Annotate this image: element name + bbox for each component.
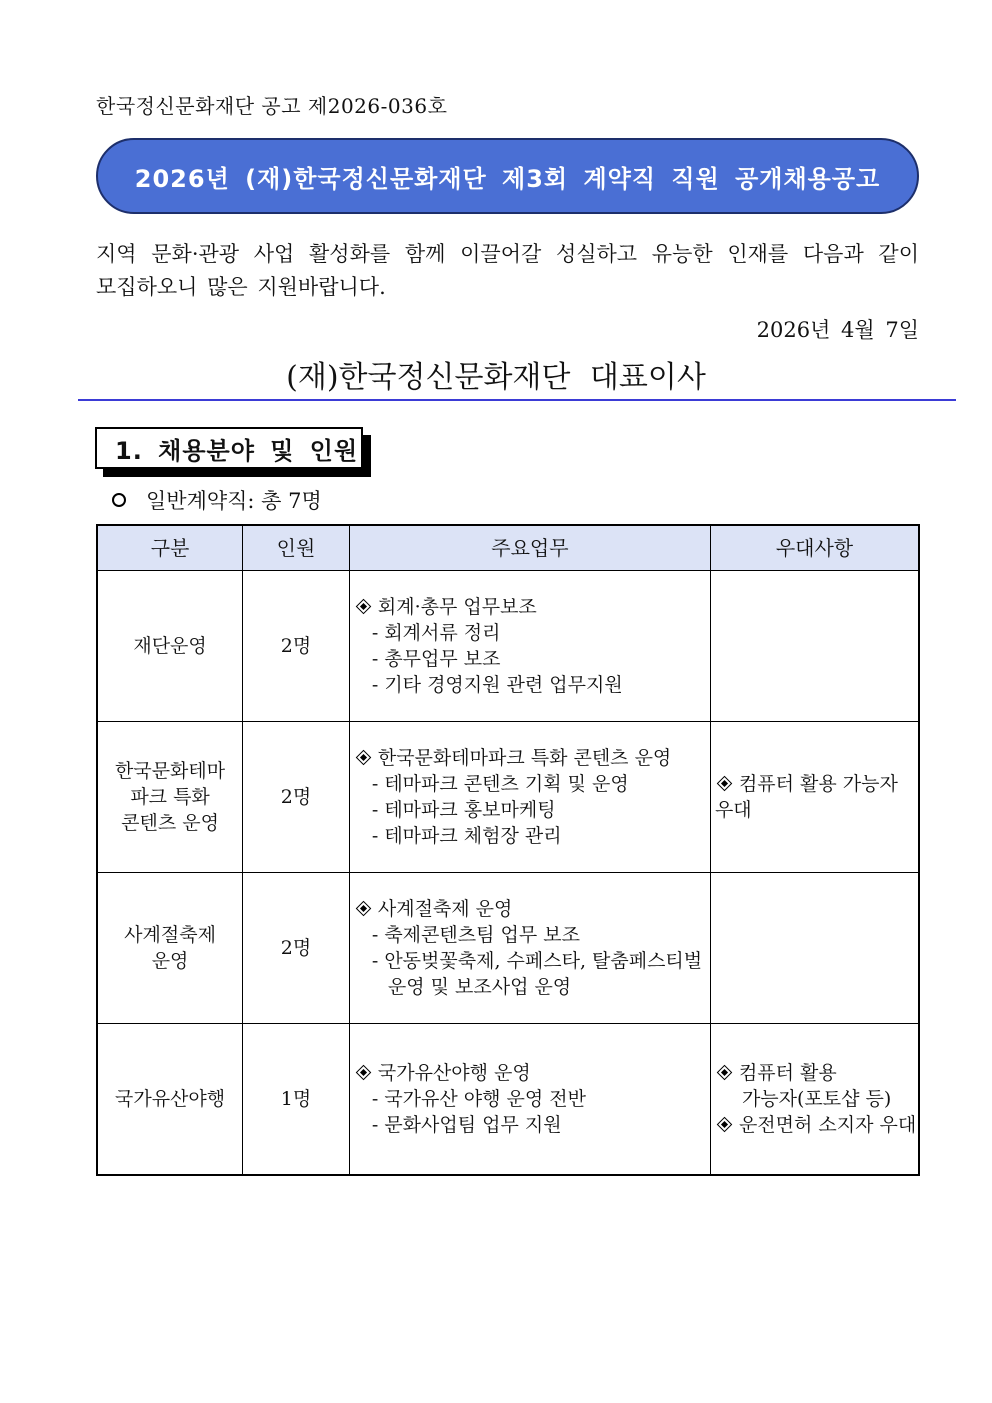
preference-item: 운전면허 소지자 우대 <box>738 1113 917 1136</box>
diamond-bullet-icon <box>356 599 372 615</box>
circle-bullet-icon <box>112 493 126 507</box>
duty-main: 국가유산야행 운영 <box>377 1061 531 1084</box>
column-header: 인원 <box>243 525 350 571</box>
table-row <box>97 571 919 722</box>
duty-sub: - 회계서류 정리 <box>371 622 501 644</box>
duty-sub-continuation: 운영 및 보조사업 운영 <box>387 976 572 998</box>
diamond-bullet-icon <box>356 1064 372 1080</box>
division-line: 콘텐츠 운영 <box>121 812 219 834</box>
announcement-date: 2026년 4월 7일 <box>756 318 919 342</box>
page-title: 2026년 (재)한국정신문화재단 제3회 계약직 직원 공개채용공고 <box>134 164 881 193</box>
diamond-bullet-icon <box>356 901 372 917</box>
duty-sub: - 테마파크 콘텐츠 기획 및 운영 <box>371 773 629 795</box>
section-1-subtitle-text: 일반계약직: 총 7명 <box>146 489 322 513</box>
duty-sub: - 문화사업팀 업무 지원 <box>371 1113 562 1136</box>
preference-cell <box>710 873 919 1024</box>
division-cell <box>97 722 243 873</box>
column-header: 주요업무 <box>349 525 710 571</box>
column-header: 구분 <box>97 525 243 571</box>
intro-paragraph <box>96 238 919 304</box>
duty-cell <box>349 722 710 873</box>
division-line: 운영 <box>151 950 189 972</box>
section-1-subtitle <box>112 485 322 515</box>
intro-line-2: 모집하오니 많은 지원바랍니다. <box>96 275 386 299</box>
duty-main: 사계절축제 운영 <box>377 898 513 920</box>
division-line: 재단운영 <box>133 635 207 657</box>
duty-main: 회계·총무 업무보조 <box>377 596 537 618</box>
division-line: 한국문화테마 <box>115 760 226 782</box>
duty-sub: - 테마파크 홍보마케팅 <box>371 799 556 821</box>
diamond-bullet-icon <box>717 776 733 792</box>
division-line: 사계절축제 <box>124 924 216 946</box>
duty-sub: - 안동벚꽃축제, 수페스타, 탈춤페스티벌 <box>371 950 703 972</box>
section-1-title: 1. 채용분야 및 인원 <box>115 436 359 465</box>
duty-sub: - 국가유산 야행 운영 전반 <box>371 1087 586 1110</box>
duty-sub: - 축제콘텐츠팀 업무 보조 <box>371 924 580 946</box>
organization-signature: (재)한국정신문화재단 대표이사 <box>286 360 706 395</box>
duty-cell <box>349 571 710 722</box>
table-row <box>97 873 919 1024</box>
title-banner <box>96 138 919 214</box>
duty-cell <box>349 1024 710 1175</box>
column-header: 우대사항 <box>710 525 919 571</box>
table-row <box>97 1024 919 1175</box>
divider-line <box>78 399 956 401</box>
preference-cell <box>710 571 919 722</box>
preference-cell <box>710 722 919 873</box>
duty-cell <box>349 873 710 1024</box>
division-cell <box>97 1024 243 1175</box>
diamond-bullet-icon <box>717 1116 733 1132</box>
duty-sub: - 테마파크 체험장 관리 <box>371 825 562 847</box>
division-cell <box>97 571 243 722</box>
intro-line-1: 지역 문화·관광 사업 활성화를 함께 이끌어갈 성실하고 유능한 인재를 다음과 같이 <box>96 242 919 266</box>
recruitment-table <box>96 524 920 1176</box>
table-row <box>97 722 919 873</box>
duty-main: 한국문화테마파크 특화 콘텐츠 운영 <box>377 747 672 769</box>
table-header-row <box>97 525 919 571</box>
preference-cell <box>710 1024 919 1175</box>
notice-number: 한국정신문화재단 공고 제2026-036호 <box>96 94 448 118</box>
headcount-cell: 2명 <box>243 722 350 873</box>
division-line: 파크 특화 <box>130 786 210 808</box>
preference-item-continuation: 가능자(포토샵 등) <box>741 1087 892 1110</box>
division-cell <box>97 873 243 1024</box>
diamond-bullet-icon <box>717 1064 733 1080</box>
preference-item: 컴퓨터 활용 <box>738 1061 837 1084</box>
section-1-heading-box <box>95 427 363 469</box>
headcount-cell: 2명 <box>243 571 350 722</box>
division-line: 국가유산야행 <box>115 1087 226 1110</box>
diamond-bullet-icon <box>356 750 372 766</box>
headcount-cell: 1명 <box>243 1024 350 1175</box>
headcount-cell: 2명 <box>243 873 350 1024</box>
preference-item: 컴퓨터 활용 가능자 우대 <box>714 773 898 821</box>
duty-sub: - 기타 경영지원 관련 업무지원 <box>371 674 623 696</box>
duty-sub: - 총무업무 보조 <box>371 648 501 670</box>
